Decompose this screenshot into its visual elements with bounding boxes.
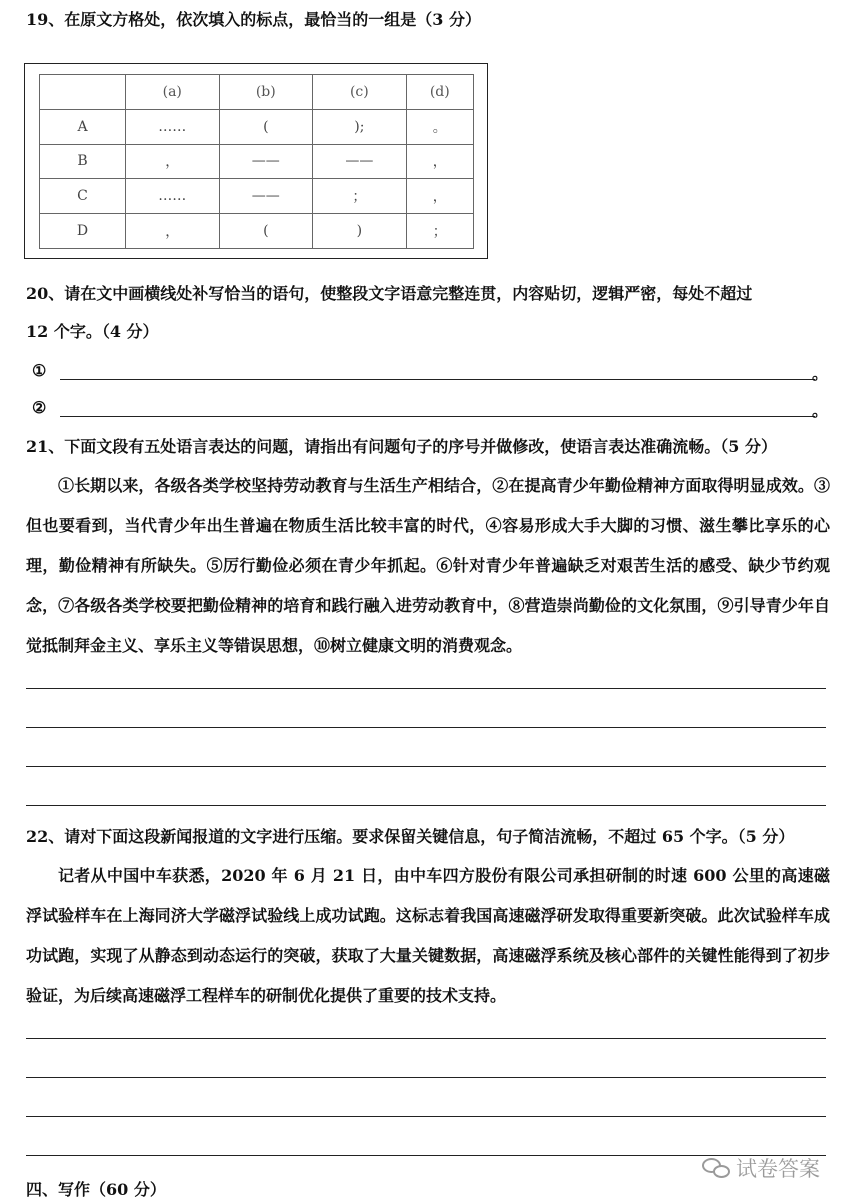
table-cell: ，	[406, 179, 473, 214]
watermark-text: 试卷答案	[736, 1157, 820, 1181]
q19-options-table	[39, 74, 474, 249]
blank-line[interactable]	[60, 379, 815, 380]
answer-line[interactable]	[26, 805, 826, 806]
q19-title: 19、在原文方格处，依次填入的标点，最恰当的一组是（3 分）	[26, 10, 481, 29]
table-cell: ，	[406, 144, 473, 179]
table-row	[40, 179, 474, 214]
table-cell: ——	[219, 179, 313, 214]
table-cell: ；	[406, 214, 473, 249]
answer-line[interactable]	[26, 766, 826, 767]
q20-blank-1[interactable]	[30, 359, 830, 385]
table-cell: ——	[313, 144, 407, 179]
table-header-cell	[40, 75, 126, 110]
blank-period: 。	[812, 364, 829, 383]
table-header-cell: (d)	[406, 75, 473, 110]
option-label: A	[40, 109, 126, 144]
table-cell: )	[313, 214, 407, 249]
table-header-cell: (b)	[219, 75, 313, 110]
q20-title-line2: 12 个字。（4 分）	[26, 322, 159, 341]
table-header-cell: (a)	[126, 75, 220, 110]
watermark	[702, 1153, 820, 1183]
table-cell: 。	[406, 109, 473, 144]
table-cell: ，	[126, 214, 220, 249]
table-cell: );	[313, 109, 407, 144]
blank-line[interactable]	[60, 416, 815, 417]
option-label: C	[40, 179, 126, 214]
table-cell: (	[219, 214, 313, 249]
q22-passage: 记者从中国中车获悉，2020 年 6 月 21 日，由中车四方股份有限公司承担研制的时速 600 公里的高速磁浮试验样车在上海同济大学磁浮试验线上成功试跑。这标志着我国高速磁浮研发取得重要新突破。此次试验样车成功试跑，实现了从静态到动态运行的突破，获取了大量关键数据，高速磁浮系统及核心部件的关键性能得到了初步验证，为后续高速磁浮工程样车的研制优化提供了重要的技术支持。	[26, 866, 830, 1005]
answer-line[interactable]	[26, 1116, 826, 1117]
q20-blank-2[interactable]	[30, 396, 830, 422]
wechat-icon	[702, 1156, 732, 1180]
table-row	[40, 144, 474, 179]
table-cell: ……	[126, 109, 220, 144]
blank-number: ①	[32, 361, 47, 380]
answer-line[interactable]	[26, 1077, 826, 1078]
table-cell: ——	[219, 144, 313, 179]
q22-title: 22、请对下面这段新闻报道的文字进行压缩。要求保留关键信息，句子简洁流畅，不超过 65 个字。（5 分）	[26, 827, 795, 846]
answer-line[interactable]	[26, 688, 826, 689]
section-4-title: 四、写作（60 分）	[26, 1180, 166, 1199]
table-cell: ……	[126, 179, 220, 214]
q20-title-line1: 20、请在文中画横线处补写恰当的语句，使整段文字语意完整连贯，内容贴切，逻辑严密，每处不超过	[26, 284, 753, 303]
q21-title: 21、下面文段有五处语言表达的问题，请指出有问题句子的序号并做修改，使语言表达准确流畅。（5 分）	[26, 437, 777, 456]
option-label: B	[40, 144, 126, 179]
table-row	[40, 109, 474, 144]
table-header-cell: (c)	[313, 75, 407, 110]
table-cell: (	[219, 109, 313, 144]
option-label: D	[40, 214, 126, 249]
table-cell: ，	[126, 144, 220, 179]
answer-line[interactable]	[26, 727, 826, 728]
answer-line[interactable]	[26, 1038, 826, 1039]
q21-passage: ①长期以来，各级各类学校坚持劳动教育与生活生产相结合，②在提高青少年勤俭精神方面取得明显成效。③但也要看到，当代青少年出生普遍在物质生活比较丰富的时代，④容易形成大手大脚的习惯、滋生攀比享乐的心理，勤俭精神有所缺失。⑤厉行勤俭必须在青少年抓起。⑥针对青少年普遍缺乏对艰苦生活的感受、缺少节约观念，⑦各级各类学校要把勤俭精神的培育和践行融入进劳动教育中，⑧营造崇尚勤俭的文化氛围，⑨引导青少年自觉抵制拜金主义、享乐主义等错误思想，⑩树立健康文明的消费观念。	[26, 476, 830, 655]
table-cell: ；	[313, 179, 407, 214]
table-row	[40, 214, 474, 249]
blank-period: 。	[812, 401, 829, 420]
blank-number: ②	[32, 398, 47, 417]
